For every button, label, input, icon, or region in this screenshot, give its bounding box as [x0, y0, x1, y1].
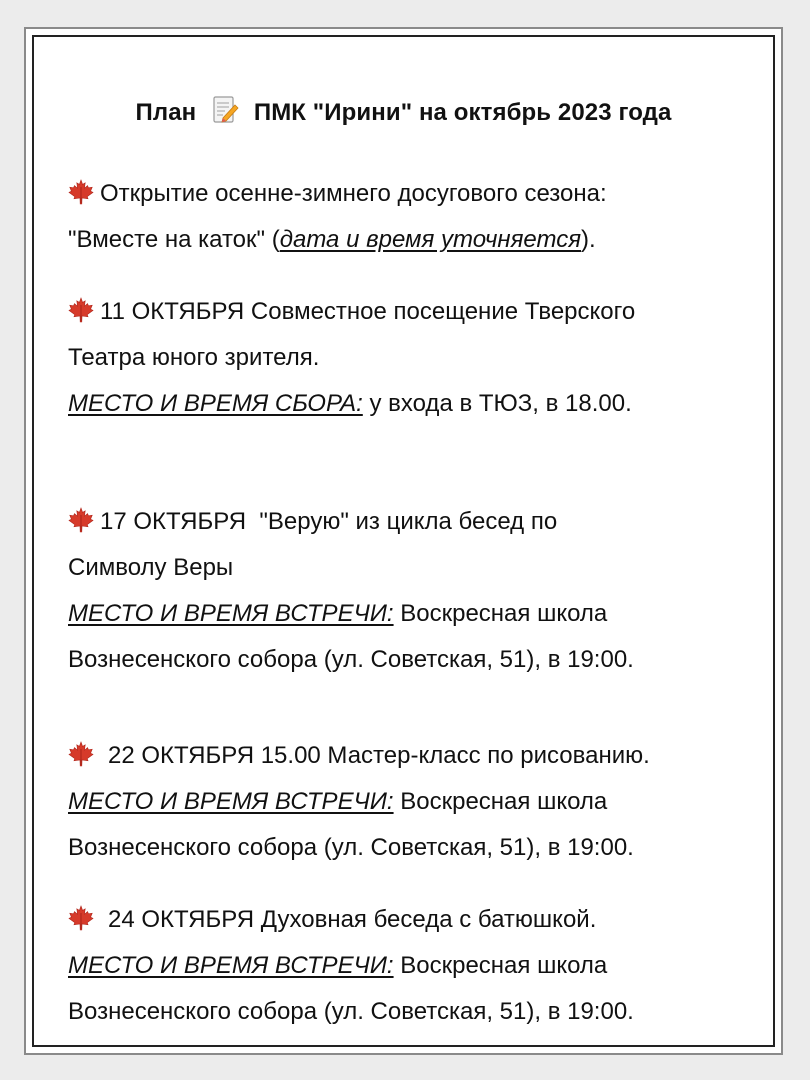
event-line: Театра юного зрителя. — [68, 344, 320, 371]
event-place: МЕСТО И ВРЕМЯ СБОРА: у входа в ТЮЗ, в 18.00. — [68, 390, 632, 417]
event-4 — [68, 733, 650, 871]
maple-leaf-icon — [68, 507, 94, 533]
event-place-line: Вознесенского собора (ул. Советская, 51), в 19:00. — [68, 646, 634, 673]
event-place: МЕСТО И ВРЕМЯ ВСТРЕЧИ: Воскресная школа — [68, 788, 608, 815]
place-label: МЕСТО И ВРЕМЯ СБОРА: — [68, 390, 363, 417]
event-line: Символу Веры — [68, 554, 234, 581]
event-5 — [68, 897, 634, 1035]
event-place-line: Вознесенского собора (ул. Советская, 51), в 19:00. — [68, 834, 634, 861]
inner-frame — [32, 35, 775, 1047]
page-title — [68, 95, 763, 127]
event-line: "Вместе на каток" (дата и время уточняется). — [68, 226, 596, 253]
title-suffix: ПМК "Ирини" на октябрь 2023 года — [253, 99, 672, 126]
event-3 — [68, 499, 634, 683]
event-place: МЕСТО И ВРЕМЯ ВСТРЕЧИ: Воскресная школа — [68, 600, 608, 627]
event-line: 22 ОКТЯБРЯ 15.00 Мастер-класс по рисованию. — [68, 733, 650, 779]
event-line: 17 ОКТЯБРЯ "Верую" из цикла бесед по — [68, 499, 634, 545]
event-line: 11 ОКТЯБРЯ Совместное посещение Тверского — [68, 289, 635, 335]
event-line: 24 ОКТЯБРЯ Духовная беседа с батюшкой. — [68, 897, 634, 943]
place-label: МЕСТО И ВРЕМЯ ВСТРЕЧИ: — [68, 600, 394, 627]
date-pending-note: дата и время уточняется — [279, 226, 582, 253]
event-place-line: Вознесенского собора (ул. Советская, 51), в 19:00. — [68, 998, 634, 1025]
maple-leaf-icon — [68, 179, 94, 205]
event-line: Открытие осенне-зимнего досугового сезона: — [68, 171, 607, 217]
place-label: МЕСТО И ВРЕМЯ ВСТРЕЧИ: — [68, 788, 394, 815]
event-1 — [68, 171, 607, 263]
maple-leaf-icon — [68, 297, 94, 323]
memo-icon — [211, 95, 239, 125]
maple-leaf-icon — [68, 741, 94, 767]
event-2 — [68, 289, 635, 427]
title-prefix: План — [135, 99, 197, 126]
place-label: МЕСТО И ВРЕМЯ ВСТРЕЧИ: — [68, 952, 394, 979]
outer-frame — [24, 27, 783, 1055]
event-place: МЕСТО И ВРЕМЯ ВСТРЕЧИ: Воскресная школа — [68, 952, 608, 979]
maple-leaf-icon — [68, 905, 94, 931]
